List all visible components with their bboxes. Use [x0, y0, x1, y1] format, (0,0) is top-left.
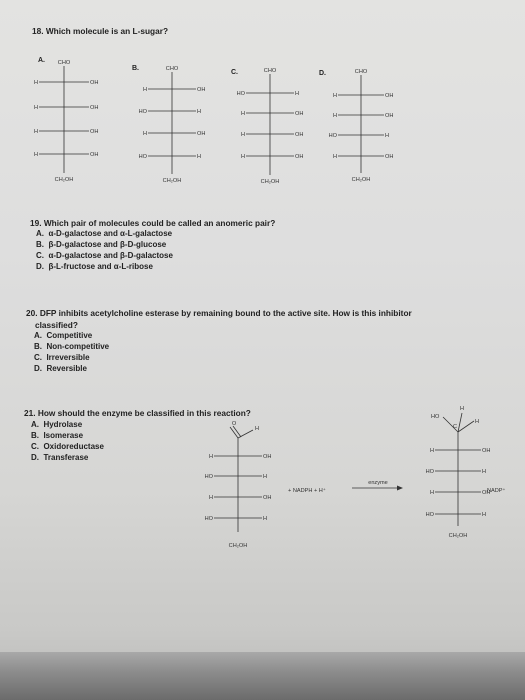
- product-structure: [426, 406, 491, 539]
- h-side-bond: [458, 421, 474, 432]
- question-20-option-b: B. Non-competitive: [34, 342, 110, 351]
- substituent-right: OH: [385, 113, 394, 119]
- substituent-right: OH: [263, 454, 272, 460]
- substituent-left: H: [142, 87, 147, 93]
- question-19-option-a: A. α-D-galactose and α-L-galactose: [36, 229, 173, 238]
- reaction-arrow-head: [397, 486, 403, 491]
- product-hydroxyl: HO: [431, 414, 440, 420]
- substituent-right: OH: [90, 80, 99, 86]
- question-19-prompt: 19. Which pair of molecules could be called an anomeric pair?: [30, 218, 276, 228]
- question-21-option-d: D. Transferase: [31, 453, 89, 462]
- substituent-left: H: [429, 448, 434, 454]
- substituent-right: H: [263, 516, 268, 522]
- question-20-option-c: C. Irreversible: [34, 353, 90, 362]
- structure-top-group: CHO: [165, 66, 179, 72]
- structure-top-group: CHO: [57, 60, 71, 66]
- question-19-option-d: D. β-L-fructose and α-L-ribose: [36, 262, 153, 271]
- structure-letter: D.: [319, 70, 326, 77]
- question-21-prompt: 21. How should the enzyme be classified in this reaction?: [24, 408, 251, 418]
- structure-bottom-group: CH₂OH: [54, 177, 74, 183]
- aldehyde-h-bond: [238, 430, 253, 438]
- product-top-hydrogen: H: [460, 406, 465, 412]
- substituent-left: HO: [204, 516, 213, 522]
- substituent-right: H: [197, 109, 202, 115]
- substituent-left: H: [33, 105, 38, 111]
- substituent-left: H: [33, 129, 38, 135]
- substituent-left: H: [332, 154, 337, 160]
- question-20-prompt-line2: classified?: [35, 320, 78, 330]
- substituent-right: OH: [90, 152, 99, 158]
- aldehyde-hydrogen: H: [255, 426, 260, 432]
- substituent-right: H: [295, 91, 300, 97]
- substituent-right: OH: [385, 93, 394, 99]
- structure-letter: A.: [38, 57, 45, 64]
- substituent-left: HO: [425, 512, 434, 518]
- structure-bottom-group: CH₂OH: [260, 179, 280, 185]
- structure-top-group: CHO: [263, 68, 277, 74]
- enzyme-label: enzyme: [368, 480, 388, 486]
- substituent-right: OH: [482, 490, 491, 496]
- question-20-option-d: D. Reversible: [34, 364, 87, 373]
- substituent-right: OH: [90, 129, 99, 135]
- structure-letter: B.: [132, 65, 139, 72]
- substituent-right: H: [197, 154, 202, 160]
- structure-top-group: CHO: [354, 69, 368, 75]
- structure-bottom-group: CH₂OH: [351, 177, 371, 183]
- substituent-left: HO: [138, 109, 147, 115]
- substituent-left: HO: [328, 133, 337, 139]
- h-top-bond: [458, 413, 462, 432]
- substituent-left: H: [240, 111, 245, 117]
- substituent-right: H: [385, 133, 390, 139]
- substituent-right: H: [482, 512, 487, 518]
- nadp-product: NADP⁺: [487, 488, 506, 494]
- question-19-option-c: C. α-D-galactose and β-D-galactose: [36, 251, 173, 260]
- substituent-left: H: [332, 93, 337, 99]
- substituent-left: H: [240, 154, 245, 160]
- reactant-bottom-group: CH₂OH: [228, 543, 248, 549]
- substituent-left: H: [33, 152, 38, 158]
- product-bottom-group: CH₂OH: [448, 533, 468, 539]
- substituent-left: H: [240, 132, 245, 138]
- substituent-right: OH: [295, 111, 304, 117]
- reaction-reagents: + NADPH + H⁺: [288, 488, 326, 494]
- substituent-left: H: [208, 454, 213, 460]
- substituent-left: H: [332, 113, 337, 119]
- question-20-prompt-line1: 20. DFP inhibits acetylcholine esterase by remaining bound to the active site. How is this inhibitor: [26, 308, 412, 318]
- substituent-right: OH: [295, 132, 304, 138]
- structure-letter: C.: [231, 69, 238, 76]
- substituent-right: OH: [197, 87, 206, 93]
- substituent-left: H: [142, 131, 147, 137]
- substituent-left: H: [208, 495, 213, 501]
- double-bond-b: [233, 426, 241, 437]
- substituent-right: OH: [90, 105, 99, 111]
- substituent-right: OH: [263, 495, 272, 501]
- substituent-right: OH: [197, 131, 206, 137]
- substituent-right: H: [482, 469, 487, 475]
- question-19-option-b: B. β-D-galactose and β-D-glucose: [36, 240, 167, 249]
- substituent-left: HO: [425, 469, 434, 475]
- carbonyl-oxygen: O: [231, 421, 237, 427]
- substituent-left: H: [429, 490, 434, 496]
- double-bond-a: [230, 427, 238, 438]
- question-20-option-a: A. Competitive: [34, 331, 93, 340]
- substituent-right: H: [263, 474, 268, 480]
- structure-bottom-group: CH₂OH: [162, 178, 182, 184]
- question-18-prompt: 18. Which molecule is an L-sugar?: [32, 26, 169, 36]
- substituent-right: OH: [482, 448, 491, 454]
- substituent-left: HO: [138, 154, 147, 160]
- reactant-structure: [205, 421, 272, 549]
- substituent-left: HO: [236, 91, 245, 97]
- question-21-option-a: A. Hydrolase: [31, 420, 83, 429]
- substituent-left: HO: [204, 474, 213, 480]
- question-21-option-c: C. Oxidoreductase: [31, 442, 104, 451]
- substituent-right: OH: [385, 154, 394, 160]
- product-side-hydrogen: H: [475, 419, 480, 425]
- product-carbon: C: [453, 424, 458, 430]
- substituent-right: OH: [295, 154, 304, 160]
- question-21-option-b: B. Isomerase: [31, 431, 84, 440]
- substituent-left: H: [33, 80, 38, 86]
